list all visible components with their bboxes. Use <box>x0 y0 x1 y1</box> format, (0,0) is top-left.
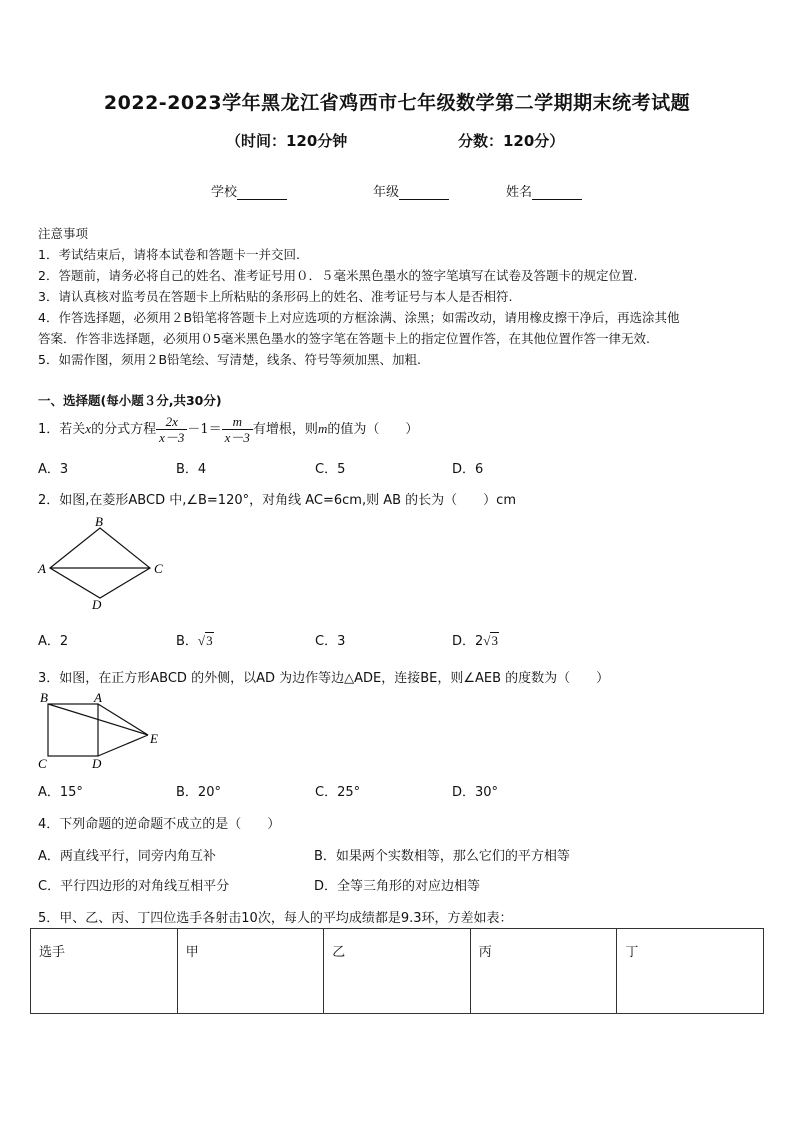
q3-option-a[interactable]: A．15° <box>38 785 83 800</box>
label-a: A <box>38 561 46 576</box>
q4-option-d[interactable]: D．全等三角形的对应边相等 <box>314 879 481 894</box>
q2-option-d[interactable] <box>452 630 499 649</box>
q2-option-b[interactable] <box>176 630 214 649</box>
label-b: B <box>95 514 103 529</box>
question-2: 2．如图,在菱形ABCD 中,∠B=120°，对角线 AC=6cm,则 AB 的长为（ ）cm <box>38 493 516 508</box>
segment-ae <box>98 704 148 735</box>
question-1 <box>38 412 418 447</box>
q2-option-d-label: D．2 <box>452 634 484 649</box>
section-heading: 一、选择题(每小题３分,共30分) <box>38 393 222 408</box>
table-row <box>31 929 764 1014</box>
q1-suffix: 的值为（ ） <box>327 422 419 437</box>
table-cell-bing: 丙 <box>470 929 617 1014</box>
q1-minus-one: －1＝ <box>187 422 222 437</box>
segment-de <box>98 735 148 756</box>
name-label: 姓名 <box>506 185 533 200</box>
q1-fraction-1 <box>156 414 187 445</box>
note-item: 1．考试结束后，请将本试卷和答题卡一并交回. <box>38 247 300 262</box>
table-cell-jia: 甲 <box>177 929 324 1014</box>
label-d: D <box>92 756 102 771</box>
sqrt-icon: √3 <box>197 633 213 648</box>
q1-mid: 的分式方程 <box>91 422 157 437</box>
q2-option-b-label: B． <box>176 634 198 649</box>
q1-option-d[interactable]: D．6 <box>452 462 484 477</box>
notes-heading: 注意事项 <box>38 226 89 241</box>
school-blank[interactable] <box>237 185 287 200</box>
page-title: 2022-2023学年黑龙江省鸡西市七年级数学第二学期期末统考试题 <box>103 92 691 114</box>
label-e: E <box>150 731 158 746</box>
label-c: C <box>38 756 47 771</box>
q2-option-a[interactable]: A．2 <box>38 634 69 649</box>
q3-option-c[interactable]: C．25° <box>315 785 361 800</box>
grade-label: 年级 <box>373 185 400 200</box>
note-item: 3．请认真核对监考员在答题卡上所粘贴的条形码上的姓名、准考证号与本人是否相符. <box>38 289 513 304</box>
grade-blank[interactable] <box>399 185 449 200</box>
square-triangle-figure <box>30 690 170 775</box>
exam-score: 分数：120分） <box>458 132 565 150</box>
school-field <box>211 181 287 200</box>
table-cell-ding: 丁 <box>617 929 764 1014</box>
q1-option-c[interactable]: C．5 <box>315 462 346 477</box>
note-item: 5．如需作图，须用２B铅笔绘、写清楚，线条、符号等须加黑、加粗. <box>38 352 422 367</box>
q3-option-b[interactable]: B．20° <box>176 785 221 800</box>
question-5: 5．甲、乙、丙、丁四位选手各射击10次，每人的平均成绩都是9.3环，方差如表： <box>38 911 513 926</box>
q1-var-m: m <box>317 421 328 436</box>
q1-frac1-num: 2x <box>156 414 187 430</box>
question-3: 3．如图，在正方形ABCD 的外侧，以AD 为边作等边△ADE，连接BE，则∠AEB 的度数为（ ） <box>38 671 610 686</box>
label-c: C <box>154 561 163 576</box>
q1-option-a[interactable]: A．3 <box>38 462 69 477</box>
rhombus-figure <box>30 512 180 612</box>
q1-frac2-num: m <box>222 414 253 430</box>
name-field <box>506 181 582 200</box>
variance-table <box>30 928 764 1014</box>
name-blank[interactable] <box>532 185 582 200</box>
q1-var-x: x <box>85 421 92 436</box>
q1-option-b[interactable]: B．4 <box>176 462 207 477</box>
label-d: D <box>92 597 102 612</box>
q1-frac2-den: x－3 <box>224 430 250 445</box>
q1-mid2: 有增根，则 <box>252 422 318 437</box>
q1-fraction-2 <box>222 414 253 445</box>
label-a: A <box>94 690 102 705</box>
sqrt-icon: √3 <box>483 633 498 648</box>
q4-option-b[interactable]: B．如果两个实数相等，那么它们的平方相等 <box>314 849 570 864</box>
label-b: B <box>40 690 48 705</box>
table-cell-player: 选手 <box>31 929 178 1014</box>
question-4: 4．下列命题的逆命题不成立的是（ ） <box>38 817 281 832</box>
rhombus-shape <box>50 528 150 598</box>
exam-time: （时间：120分钟 <box>226 132 348 150</box>
q3-option-d[interactable]: D．30° <box>452 785 499 800</box>
q4-option-a[interactable]: A．两直线平行，同旁内角互补 <box>38 849 216 864</box>
q2-option-c[interactable]: C．3 <box>315 634 346 649</box>
note-item: 4．作答选择题，必须用２B铅笔将答题卡上对应选项的方框涂满、涂黑；如需改动，请用橡皮擦干净后，再选涂其他 <box>38 310 680 325</box>
note-item: 2．答题前，请务必将自己的姓名、准考证号用０．５毫米黑色墨水的签字笔填写在试卷及答题卡的规定位置. <box>38 268 638 283</box>
q1-frac1-den: x－3 <box>159 430 185 445</box>
note-item: 答案．作答非选择题，必须用０5毫米黑色墨水的签字笔在答题卡上的指定位置作答，在其他位置作答一律无效. <box>38 331 650 346</box>
table-cell-yi: 乙 <box>324 929 471 1014</box>
q1-prefix: 1．若关 <box>38 422 86 437</box>
q4-option-c[interactable]: C．平行四边形的对角线互相平分 <box>38 879 230 894</box>
q2-option-d-radicand: 3 <box>491 633 498 648</box>
school-label: 学校 <box>211 185 238 200</box>
q2-option-b-radicand: 3 <box>206 633 213 648</box>
grade-field <box>373 181 449 200</box>
